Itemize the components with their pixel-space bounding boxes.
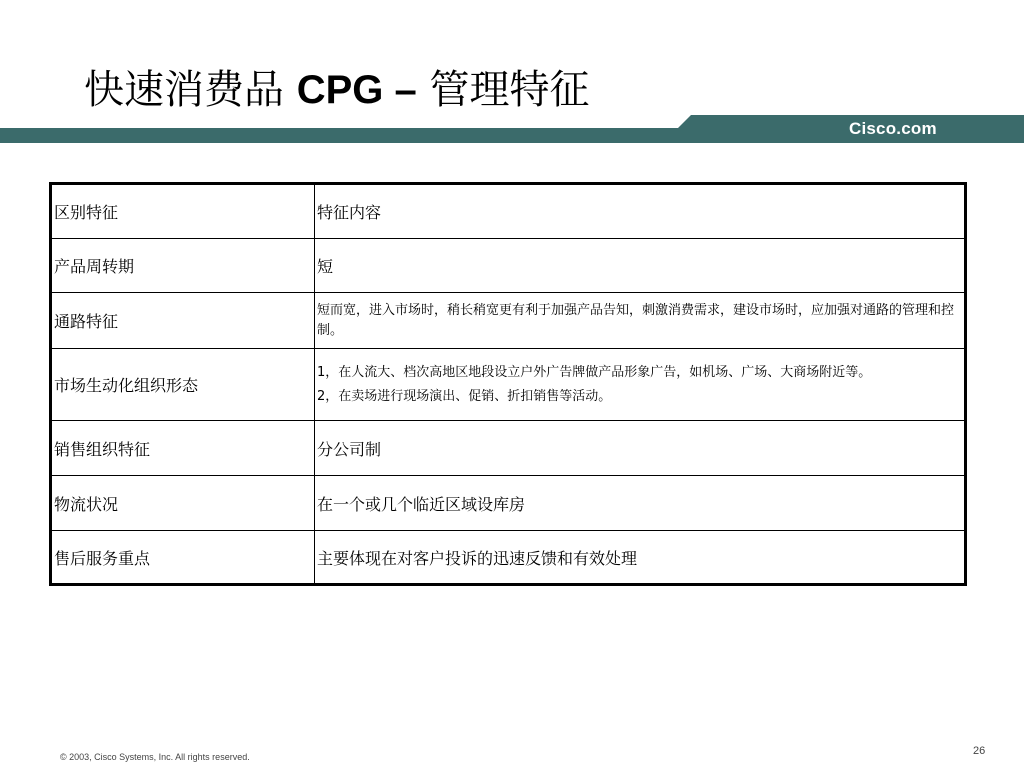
table-row <box>51 293 966 349</box>
copyright-text: © 2003, Cisco Systems, Inc. All rights reserved. <box>60 752 250 762</box>
table-row <box>51 476 966 531</box>
row-label: 售后服务重点 <box>51 531 315 585</box>
table-row <box>51 239 966 293</box>
slide-title <box>84 62 589 118</box>
row-label: 区别特征 <box>51 184 315 239</box>
page-number: 26 <box>973 745 986 757</box>
row-content: 短 <box>315 239 966 293</box>
row-label: 市场生动化组织形态 <box>51 349 315 421</box>
row-label: 产品周转期 <box>51 239 315 293</box>
cisco-logo-text: Cisco.com <box>849 119 937 138</box>
table-row <box>51 531 966 585</box>
content-paragraph: 1，在人流大、档次高地区地段设立户外广告牌做产品形象广告，如机场、广场、大商场附近等。 <box>317 364 872 380</box>
table-row <box>51 421 966 476</box>
title-cn-prefix: 快速消费品 <box>84 67 284 113</box>
title-cn-suffix: 管理特征 <box>429 67 590 113</box>
row-content <box>315 349 966 421</box>
row-label: 销售组织特征 <box>51 421 315 476</box>
row-content: 短而宽，进入市场时，稍长稍宽更有利于加强产品告知，刺激消费需求，建设市场时，应加强对通路的管理和控制。 <box>315 293 966 349</box>
feature-table <box>49 182 967 586</box>
row-label: 物流状况 <box>51 476 315 531</box>
row-content: 特征内容 <box>315 184 966 239</box>
row-label: 通路特征 <box>51 293 315 349</box>
table-row <box>51 349 966 421</box>
content-paragraph: 2，在卖场进行现场演出、促销、折扣销售等活动。 <box>317 388 612 404</box>
row-content: 分公司制 <box>315 421 966 476</box>
row-content: 在一个或几个临近区域设库房 <box>315 476 966 531</box>
title-en-mid: CPG – <box>296 68 417 112</box>
table-row <box>51 184 966 239</box>
row-content: 主要体现在对客户投诉的迅速反馈和有效处理 <box>315 531 966 585</box>
